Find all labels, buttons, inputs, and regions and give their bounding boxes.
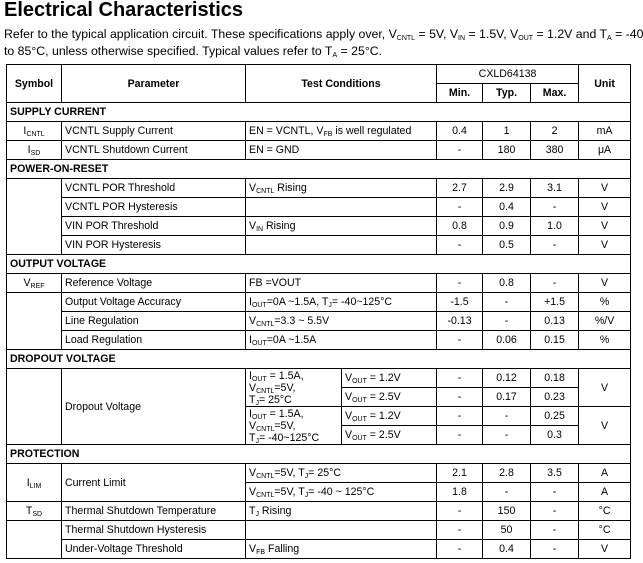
symbol-cell: $I_{CNTL}$ [7,122,62,141]
parameter-cell: Thermal Shutdown Temperature [62,502,246,521]
symbol-cell: $I_{SD}$ [7,141,62,160]
max-cell: - [531,521,579,540]
table-row [7,540,631,559]
max-cell: 380 [531,141,579,160]
condition-cell: $V_{CNTL}$ Rising [246,179,437,198]
typ-cell: - [483,483,531,502]
min-cell: 0.8 [437,217,483,236]
symbol-cell: $V_{REF}$ [7,274,62,293]
condition-cell: $V_{IN}$ Rising [246,217,437,236]
symbol-cell [7,293,62,350]
parameter-cell: Under-Voltage Threshold [62,540,246,559]
unit-cell: A [579,483,631,502]
unit-cell: V [579,274,631,293]
table-row [7,312,631,331]
unit-cell: μA [579,141,631,160]
max-cell: - [531,540,579,559]
min-cell: - [437,502,483,521]
electrical-characteristics-table [6,64,631,559]
max-cell: 2 [531,122,579,141]
typ-cell: 0.17 [483,388,531,407]
table-row [7,331,631,350]
table-row [7,369,631,388]
condition-cell: EN = GND [246,141,437,160]
vout-condition-cell: $V_{OUT} = 2.5V$ [342,426,437,445]
min-cell: - [437,426,483,445]
typ-cell: 2.9 [483,179,531,198]
parameter-cell: Thermal Shutdown Hysteresis [62,521,246,540]
unit-cell: V [579,179,631,198]
table-row [7,179,631,198]
condition-cell: EN = VCNTL, $V_{FB}$ is well regulated [246,122,437,141]
unit-cell: V [579,540,631,559]
unit-cell: V [579,198,631,217]
unit-cell: % [579,331,631,350]
condition-cell: $V_{CNTL}=5V$, $T_J= 25^\circ C$ [246,464,437,483]
parameter-cell: Current Limit [62,464,246,502]
symbol-cell [7,521,62,559]
parameter-cell: VIN POR Hysteresis [62,236,246,255]
table-row [7,502,631,521]
section-dropout-voltage: DROPOUT VOLTAGE [7,350,631,369]
parameter-cell: Load Regulation [62,331,246,350]
header-typ: Typ. [483,84,531,103]
condition-cell: $V_{FB}$ Falling [246,540,437,559]
header-min: Min. [437,84,483,103]
min-cell: - [437,521,483,540]
condition-cell: $T_J$ Rising [246,502,437,521]
header-max: Max. [531,84,579,103]
typ-cell: 0.4 [483,198,531,217]
parameter-cell: Line Regulation [62,312,246,331]
max-cell: - [531,198,579,217]
min-cell: -1.5 [437,293,483,312]
table-row [7,198,631,217]
min-cell: - [437,369,483,388]
max-cell: - [531,483,579,502]
min-cell: - [437,236,483,255]
max-cell: - [531,274,579,293]
typ-cell: 50 [483,521,531,540]
unit-cell: mA [579,122,631,141]
condition-cell [246,198,437,217]
max-cell: 3.1 [531,179,579,198]
min-cell: -0.13 [437,312,483,331]
min-cell: - [437,540,483,559]
typ-cell: 2.8 [483,464,531,483]
unit-cell: % [579,293,631,312]
max-cell: 3.5 [531,464,579,483]
typ-cell: 0.12 [483,369,531,388]
min-cell: 2.1 [437,464,483,483]
parameter-cell: VCNTL POR Hysteresis [62,198,246,217]
section-supply-current: SUPPLY CURRENT [7,103,631,122]
typ-cell: 0.9 [483,217,531,236]
parameter-cell: VCNTL Supply Current [62,122,246,141]
typ-cell: 0.06 [483,331,531,350]
section-protection: PROTECTION [7,445,631,464]
condition-cell: $V_{CNTL}=3.3$ ~ 5.5V [246,312,437,331]
max-cell: 0.3 [531,426,579,445]
min-cell: - [437,141,483,160]
page-title: Electrical Characteristics [4,0,244,21]
vout-condition-cell: $V_{OUT} = 1.2V$ [342,369,437,388]
table-row [7,274,631,293]
symbol-cell [7,179,62,255]
typ-cell: - [483,407,531,426]
max-cell: - [531,502,579,521]
condition-cell: FB =VOUT [246,274,437,293]
symbol-cell [7,369,62,445]
section-power-on-reset: POWER-ON-RESET [7,160,631,179]
table-row [7,521,631,540]
min-cell: - [437,388,483,407]
unit-cell: %/V [579,312,631,331]
typ-cell: 150 [483,502,531,521]
table-row [7,217,631,236]
header-parameter: Parameter [62,65,246,103]
max-cell: +1.5 [531,293,579,312]
table-row [7,293,631,312]
section-output-voltage: OUTPUT VOLTAGE [7,255,631,274]
unit-cell: °C [579,502,631,521]
vout-condition-cell: $V_{OUT} = 2.5V$ [342,388,437,407]
max-cell: 0.23 [531,388,579,407]
header-row-1 [7,65,631,84]
typ-cell: - [483,293,531,312]
max-cell: 0.25 [531,407,579,426]
parameter-cell: Reference Voltage [62,274,246,293]
max-cell: 1.0 [531,217,579,236]
typ-cell: 0.5 [483,236,531,255]
intro-line-2: to 85°C, unless otherwise specified. Typical values refer to $T_A = 25^\circ C$. [4,44,383,59]
unit-cell: A [579,464,631,483]
parameter-cell: Output Voltage Accuracy [62,293,246,312]
parameter-cell: VCNTL POR Threshold [62,179,246,198]
header-part-number: CXLD64138 [437,65,579,84]
typ-cell: 0.4 [483,540,531,559]
max-cell: 0.18 [531,369,579,388]
condition-group-full-temp: $I_{OUT} = 1.5A$, $V_{CNTL}=5V$, $T_J=$ -40~125°C [246,407,342,445]
parameter-cell: VIN POR Threshold [62,217,246,236]
max-cell: 0.15 [531,331,579,350]
max-cell: - [531,236,579,255]
header-test-conditions: Test Conditions [246,65,437,103]
symbol-cell: $I_{LIM}$ [7,464,62,502]
min-cell: - [437,407,483,426]
vout-condition-cell: $V_{OUT} = 1.2V$ [342,407,437,426]
min-cell: 0.4 [437,122,483,141]
min-cell: 2.7 [437,179,483,198]
min-cell: - [437,274,483,293]
unit-cell: V [579,369,631,407]
unit-cell: V [579,236,631,255]
table-row [7,122,631,141]
typ-cell: - [483,312,531,331]
header-unit: Unit [579,65,631,103]
symbol-cell: $T_{SD}$ [7,502,62,521]
condition-cell [246,236,437,255]
table-row [7,141,631,160]
condition-group-25c: $I_{OUT} = 1.5A$, $V_{CNTL}=5V$, $T_J= 25^\circ C$ [246,369,342,407]
condition-cell: $V_{CNTL}=5V$, $T_J= -40$ ~ 125°C [246,483,437,502]
min-cell: 1.8 [437,483,483,502]
condition-cell [246,521,437,540]
typ-cell: - [483,426,531,445]
min-cell: - [437,198,483,217]
typ-cell: 0.8 [483,274,531,293]
table-row [7,464,631,483]
intro-line-1: Refer to the typical application circuit. These specifications apply over, $V_{CNTL} = 5V$, $V_{IN} = 1.5V$, $V_{OUT} = 1.2V$ and $T_A = -40$ [4,27,643,42]
condition-cell: $I_{OUT}=0A$ ~1.5A, $T_J=$ -40~125°C [246,293,437,312]
condition-cell: $I_{OUT}=0A$ ~1.5A [246,331,437,350]
unit-cell: V [579,407,631,445]
parameter-cell: Dropout Voltage [62,369,246,445]
min-cell: - [437,331,483,350]
header-symbol: Symbol [7,65,62,103]
table-row [7,236,631,255]
typ-cell: 180 [483,141,531,160]
parameter-cell: VCNTL Shutdown Current [62,141,246,160]
typ-cell: 1 [483,122,531,141]
unit-cell: °C [579,521,631,540]
unit-cell: V [579,217,631,236]
max-cell: 0.13 [531,312,579,331]
